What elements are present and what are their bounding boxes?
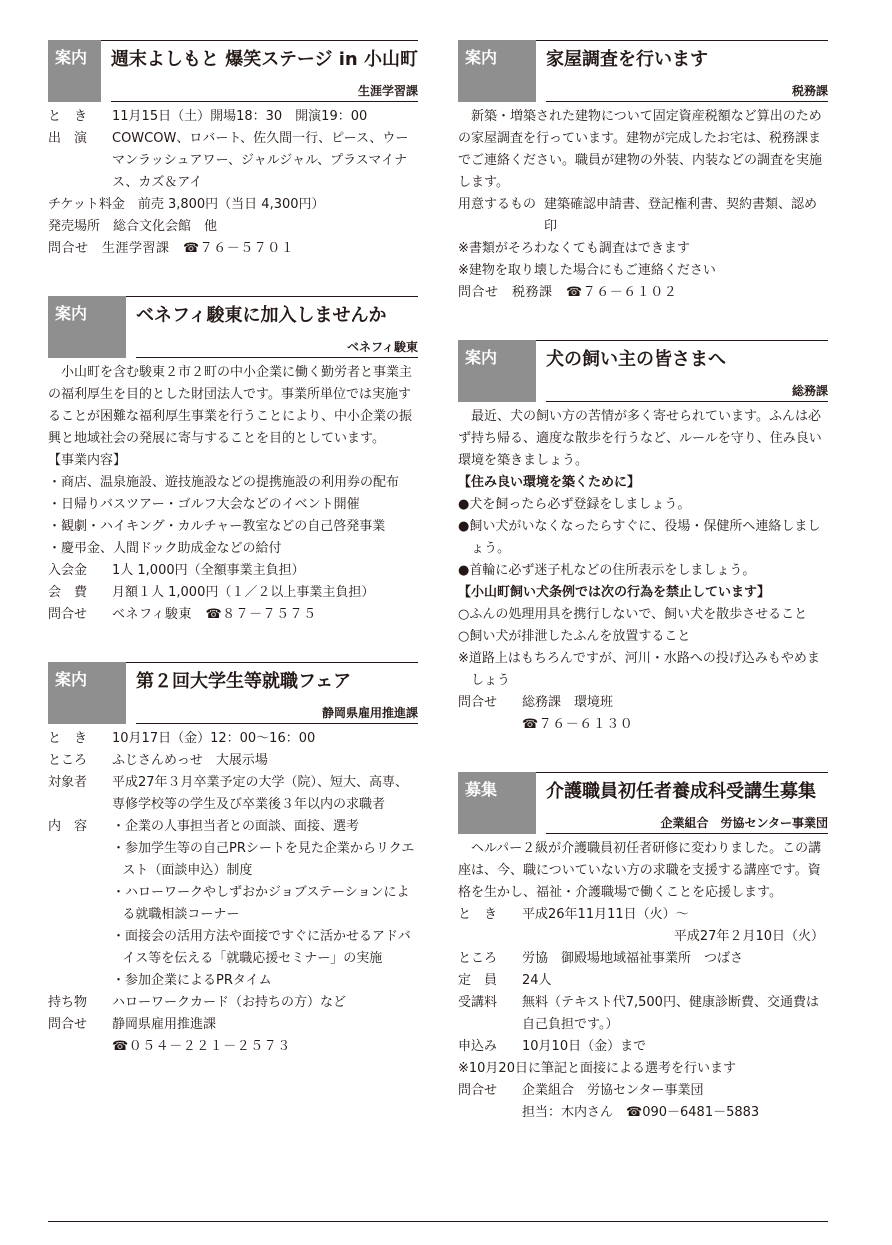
row-label: 会 費 <box>48 585 88 600</box>
note: ※10月20日に筆記と面接による選考を行います <box>458 1061 736 1076</box>
row-label: と き <box>458 907 498 922</box>
row-label: 持ち物 <box>48 995 88 1010</box>
info-row <box>48 604 418 626</box>
info-row <box>48 772 418 816</box>
section-body <box>48 358 418 626</box>
section-care-training <box>458 772 828 1124</box>
info-row <box>458 904 828 926</box>
list-item: ●犬を飼ったら必ず登録をしましょう。 <box>458 497 691 512</box>
section-title: 犬の飼い主の皆さまへ <box>546 349 726 370</box>
row-value: 企業組合 労協センター事業団 <box>522 1083 704 1098</box>
intro-paragraph: 小山町を含む駿東２市２町の中小企業に働く勤労者と事業主の福利厚生を目的とした財団法人です。事業所単位では実施することが困難な福利厚生事業を行うことにより、中小企業の振興と地域社会の発展に寄与することを目的としています。 <box>48 365 413 446</box>
intro-paragraph: 新築・増築された建物について固定資産税額など算出のための家屋調査を行っています。建物が完成したお宅は、税務課までご連絡ください。職員が建物の外装、内装などの調査を実施します。 <box>458 109 823 190</box>
row-label: 対象者 <box>48 775 88 790</box>
section-body <box>458 402 828 736</box>
info-row <box>48 1014 418 1036</box>
section-dept: 企業組合 労協センター事業団 <box>546 814 828 834</box>
row-value: 静岡県雇用推進課 <box>112 1017 217 1032</box>
row-label: 入会金 <box>48 563 88 578</box>
info-row <box>48 582 418 604</box>
section-body <box>48 724 418 1058</box>
section-title: 家屋調査を行います <box>546 49 708 70</box>
list-item: ○飼い犬が排泄したふんを放置すること <box>458 629 691 644</box>
section-tag: 案内 <box>48 40 101 102</box>
list-item: ・慶弔金、人間ドック助成金などの給付 <box>48 541 282 556</box>
contact: 問合せ 税務課 ☎７６－６１０２ <box>458 285 678 300</box>
sales-venue: 発売場所 総合文化会館 他 <box>48 219 218 234</box>
section-tag: 案内 <box>48 296 126 358</box>
row-value: 平成27年３月卒業予定の大学（院）、短大、高専、専修学校等の学生及び卒業後３年以内の求職者 <box>112 775 409 812</box>
list-item: ※道路上はもちろんですが、河川・水路への投げ込みもやめましょう <box>458 651 820 688</box>
section-benefi <box>48 296 418 626</box>
section-body <box>48 102 418 260</box>
intro-paragraph: 最近、犬の飼い方の苦情が多く寄せられています。ふんは必ず持ち帰る、適度な散歩を行うなど、ルールを守り、住み良い環境を築きましょう。 <box>458 409 822 468</box>
info-row <box>48 560 418 582</box>
list-item: ・ハローワークやしずおかジョブステーションによる就職相談コーナー <box>112 885 410 922</box>
row-value: 月額１人 1,000円（１／２以上事業主負担） <box>112 585 375 600</box>
list-item: ・商店、温泉施設、遊技施設などの提携施設の利用券の配布 <box>48 475 400 490</box>
section-tag: 案内 <box>458 340 536 402</box>
row-value: COWCOW、ロバート、佐久間一行、ピース、ウーマンラッシュアワー、ジャルジャル、プラスマイナス、カズ＆アイ <box>112 131 409 190</box>
row-value: ベネフィ駿東 ☎８７－７５７５ <box>112 607 317 622</box>
section-header <box>48 662 418 724</box>
row-value: 労協 御殿場地域福祉事業所 つばさ <box>522 951 744 966</box>
row-value: 平成26年11月11日（火）～ <box>522 907 689 922</box>
section-dept: ベネフィ駿東 <box>136 338 418 358</box>
content-row <box>48 816 418 992</box>
row-value: 11月15日（土）開場18：30 開演19：00 <box>112 109 368 124</box>
row-value: 10月17日（金）12：00～16：00 <box>112 731 316 746</box>
section-dept: 静岡県雇用推進課 <box>136 704 418 724</box>
row-label: ところ <box>48 753 88 768</box>
row-label: ところ <box>458 951 498 966</box>
row-value: ふじさんめっせ 大展示場 <box>112 753 268 768</box>
section-dept: 総務課 <box>546 382 828 402</box>
row-value: 1人 1,000円（全額事業主負担） <box>112 563 305 578</box>
info-row <box>458 1036 828 1058</box>
row-label: 内 容 <box>48 819 88 834</box>
row-value: 24人 <box>522 973 552 988</box>
list-heading: 【住み良い環境を築くために】 <box>458 475 641 490</box>
section-header <box>48 296 418 358</box>
row-value: ハローワークカード（お持ちの方）など <box>112 995 347 1010</box>
note: ※建物を取り壊した場合にもご連絡ください <box>458 263 716 278</box>
row-label: 問合せ <box>48 607 88 622</box>
row-label: 受講料 <box>458 995 498 1010</box>
list-item: ●飼い犬がいなくなったらすぐに、役場・保健所へ連絡しましょう。 <box>458 519 821 556</box>
section-dog-owners <box>458 340 828 736</box>
row-label: 問合せ <box>458 1083 498 1098</box>
info-row <box>458 1080 828 1102</box>
list-heading: 【事業内容】 <box>48 453 127 468</box>
row-label: と き <box>48 109 88 124</box>
intro-paragraph: ヘルパー２級が介護職員初任者研修に変わりました。この講座は、今、職についていない方の求職を支援する講座です。資格を生かし、福祉・介護職場で働くことを応援します。 <box>458 841 822 900</box>
contact-person: 担当：木内さん ☎090－6481－5883 <box>522 1105 760 1120</box>
info-row <box>48 128 418 194</box>
section-header <box>458 40 828 102</box>
section-dept: 税務課 <box>546 82 828 102</box>
section-title: 週末よしもと 爆笑ステージ in 小山町 <box>110 49 418 70</box>
list-item: ●首輪に必ず迷子札などの住所表示をしましょう。 <box>458 563 756 578</box>
row-label: 問合せ <box>48 1017 88 1032</box>
row-label: と き <box>48 731 88 746</box>
section-title: 介護職員初任者養成科受講生募集 <box>546 781 816 802</box>
row-label: 申込み <box>458 1039 498 1054</box>
row-value: 平成27年２月10日（火） <box>673 929 824 944</box>
row-value: 総務課 環境班 <box>522 695 614 710</box>
section-header <box>458 772 828 834</box>
section-tag: 案内 <box>48 662 126 724</box>
list-item: ・面接会の活用方法や面接ですぐに活かせるアドバイス等を伝える「就職応援セミナー」の実施 <box>112 929 411 966</box>
section-tag: 案内 <box>458 40 536 102</box>
row-label: 用意するもの <box>458 197 537 212</box>
contact-tel: ☎０５４－２２１－２５７３ <box>112 1039 291 1054</box>
section-tag: 募集 <box>458 772 536 834</box>
list-item: ・参加企業によるPRタイム <box>112 973 272 988</box>
section-header <box>458 340 828 402</box>
section-yoshimoto <box>48 40 418 260</box>
section-dept: 生涯学習課 <box>111 82 418 102</box>
info-row <box>458 948 828 970</box>
row-label: 問合せ <box>458 695 498 710</box>
contact-tel: ☎７６－６１３０ <box>522 717 634 732</box>
section-body <box>458 834 828 1124</box>
list-item: ○ふんの処理用具を携行しないで、飼い犬を散歩させること <box>458 607 808 622</box>
info-row <box>48 728 418 750</box>
row-label: 定 員 <box>458 973 498 988</box>
row-value: 建築確認申請書、登記権利書、契約書類、認め印 <box>544 197 818 234</box>
section-header <box>48 40 418 102</box>
footer-rule <box>48 1221 828 1222</box>
row-value: 無料（テキスト代7,500円、健康診断費、交通費は自己負担です。） <box>522 995 819 1032</box>
list-item: ・参加学生等の自己PRシートを見た企業からリクエスト（面談申込）制度 <box>112 841 415 878</box>
section-body <box>458 102 828 304</box>
info-row <box>458 970 828 992</box>
row-label: 出 演 <box>48 131 88 146</box>
list-heading: 【小山町飼い犬条例では次の行為を禁止しています】 <box>458 585 771 600</box>
ticket-price: チケット料金 前売 3,800円（当日 4,300円） <box>48 197 325 212</box>
section-house-survey <box>458 40 828 304</box>
list-item: ・観劇・ハイキング・カルチャー教室などの自己啓発事業 <box>48 519 386 534</box>
note: ※書類がそろわなくても調査はできます <box>458 241 690 256</box>
list-item: ・日帰りバスツアー・ゴルフ大会などのイベント開催 <box>48 497 360 512</box>
right-column <box>458 40 828 1160</box>
info-row <box>458 992 828 1036</box>
section-title: 第２回大学生等就職フェア <box>136 671 352 692</box>
info-row <box>458 194 828 238</box>
list-item: ・企業の人事担当者との面談、面接、選考 <box>112 819 360 834</box>
info-row <box>48 750 418 772</box>
info-row <box>458 692 828 714</box>
contact: 問合せ 生涯学習課 ☎７６－５７０１ <box>48 241 295 256</box>
section-job-fair <box>48 662 418 1058</box>
row-value: 10月10日（金）まで <box>522 1039 647 1054</box>
left-column <box>48 40 418 1094</box>
section-title: ベネフィ駿東に加入しませんか <box>136 305 387 326</box>
info-row <box>48 992 418 1014</box>
info-row <box>48 106 418 128</box>
